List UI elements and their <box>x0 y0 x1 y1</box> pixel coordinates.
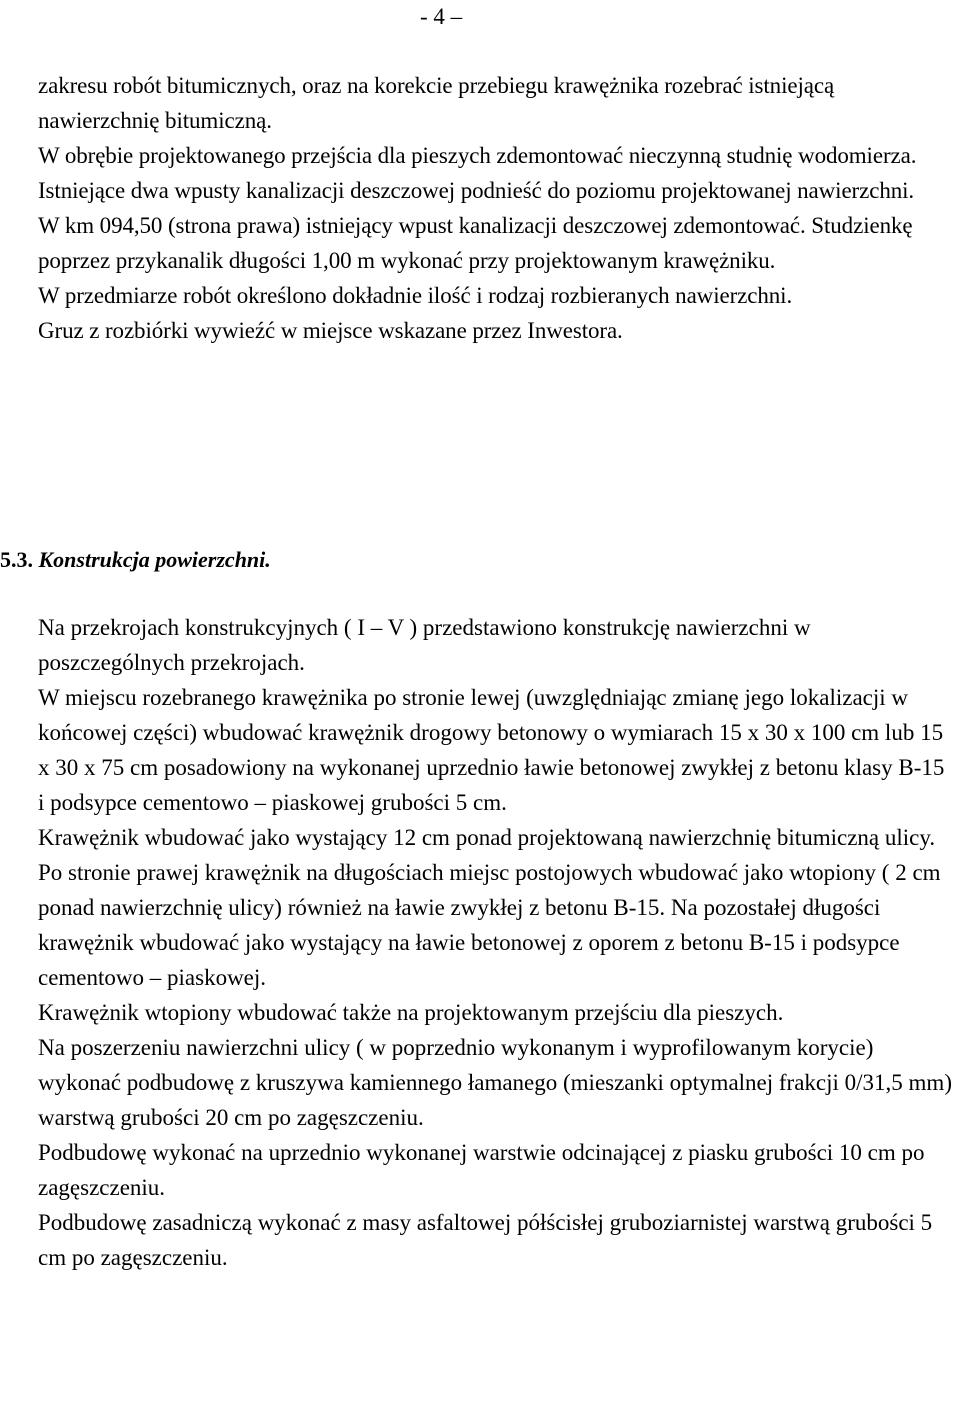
paragraph: Na poszerzeniu nawierzchni ulicy ( w poprzednio wykonanym i wyprofilowanym korycie) wykonać podbudowę z kruszywa kamiennego łamanego (mieszanki optymalnej frakcji 0/31,5 mm) warstwą grubości 20 cm po zagęszczeniu. <box>38 1035 952 1130</box>
section-heading <box>0 545 271 575</box>
paragraph: Gruz z rozbiórki wywieźć w miejsce wskazane przez Inwestora. <box>38 318 623 343</box>
paragraph: W przedmiarze robót określono dokładnie ilość i rodzaj rozbieranych nawierzchni. <box>38 283 793 308</box>
paragraph: Na przekrojach konstrukcyjnych ( I – V ) przedstawiono konstrukcję nawierzchni w poszczególnych przekrojach. <box>38 615 811 675</box>
paragraph: zakresu robót bitumicznych, oraz na korekcie przebiegu krawężnika rozebrać istniejącą nawierzchnię bitumiczną. <box>38 73 835 133</box>
paragraph: W miejscu rozebranego krawężnika po stronie lewej (uwzględniając zmianę jego lokalizacji w końcowej części) wbudować krawężnik drogowy betonowy o wymiarach 15 x 30 x 100 cm lub 15 x 30 x 75 cm posadowiony na wykonanej uprzednio ławie betonowej zwykłej z betonu klasy B-15 i podsypce cementowo – piaskowej grubości 5 cm. <box>38 685 945 815</box>
paragraph: Po stronie prawej krawężnik na długościach miejsc postojowych wbudować jako wtopiony ( 2 cm ponad nawierzchnię ulicy) również na ławie zwykłej z betonu B-15. Na pozostałej długości krawężnik wbudować jako wystający na ławie betonowej z oporem z betonu B-15 i podsypce cementowo – piaskowej. <box>38 860 941 990</box>
section-title: Konstrukcja powierzchni. <box>38 547 271 572</box>
paragraph: Podbudowę zasadniczą wykonać z masy asfaltowej półścisłej gruboziarnistej warstwą grubości 5 cm po zagęszczeniu. <box>38 1210 933 1270</box>
page-number: - 4 – <box>420 4 463 29</box>
section-number: 5.3. <box>0 547 33 572</box>
paragraph: Krawężnik wtopiony wbudować także na projektowanym przejściu dla pieszych. <box>38 1000 784 1025</box>
paragraph: Istniejące dwa wpusty kanalizacji deszczowej podnieść do poziomu projektowanej nawierzchni. <box>38 178 915 203</box>
section-body <box>38 610 953 1275</box>
paragraph: W km 094,50 (strona prawa) istniejący wpust kanalizacji deszczowej zdemontować. Studzienkę poprzez przykanalik długości 1,00 m wykonać przy projektowanym krawężniku. <box>38 213 913 273</box>
paragraph: Krawężnik wbudować jako wystający 12 cm ponad projektowaną nawierzchnię bitumiczną ulicy. <box>38 825 936 850</box>
paragraph: W obrębie projektowanego przejścia dla pieszych zdemontować nieczynną studnię wodomierza. <box>38 143 917 168</box>
intro-text-block <box>38 68 953 348</box>
paragraph: Podbudowę wykonać na uprzednio wykonanej warstwie odcinającej z piasku grubości 10 cm po zagęszczeniu. <box>38 1140 925 1200</box>
